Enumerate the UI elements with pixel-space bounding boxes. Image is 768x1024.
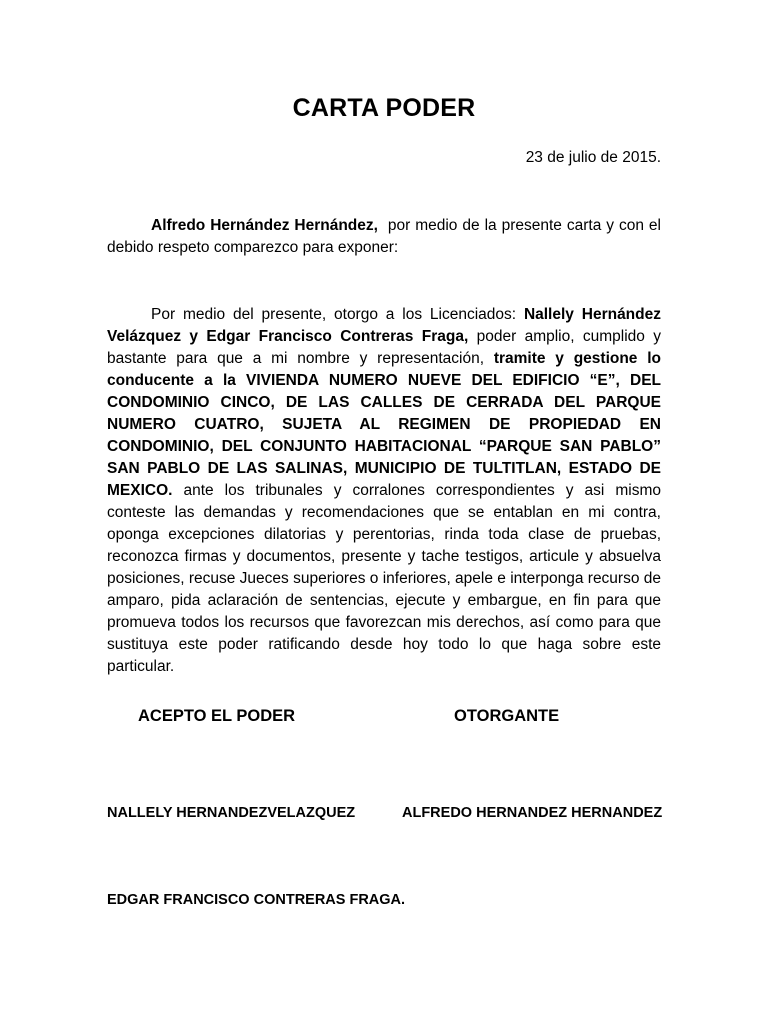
property-description: tramite y gestione lo conducente a la VIVIENDA NUMERO NUEVE DEL EDIFICIO “E”, DEL CONDOMINIO CINCO, DE LAS CALLES DE CERRADA DEL PARQUE NUMERO CUATRO, SUJETA AL REGIMEN DE PROPIEDAD EN CONDOMINIO, DEL CONJUNTO HABITACIONAL “PARQUE SAN PABLO” SAN PABLO DE LAS SALINAS, MUNICIPIO DE TULTITLAN, ESTADO DE MEXICO. <box>107 350 661 499</box>
intro-paragraph <box>107 215 666 259</box>
attorneys-names: Nallely Hernández Velázquez y Edgar Francisco Contreras Fraga, <box>107 306 661 345</box>
intro-text: por medio de la presente carta y con el debido respeto comparezco para exponer: <box>107 217 666 256</box>
body-text-1: Por medio del presente, otorgo a los Licenciados: <box>151 306 524 323</box>
body-text-2: poder amplio, cumplido y bastante para que a mi nombre y representación, <box>107 328 661 367</box>
body-text-3: ante los tribunales y corralones correspondientes y asi mismo conteste las demandas y recomendaciones que se entablan en mi contra, oponga excepciones dilatorias y perentorias, rinda toda clase de pruebas, reconozca firmas y documentos, presente y tache testigos, articule y absuelva posiciones, recuse Jueces superiores o inferiores, apele e interponga recurso de amparo, pida aclaración de sentencias, ejecute y embargue, en fin para que promueva todos los recursos que favorezcan mis derechos, así como para que sustituya este poder ratificando desde hoy todo lo que haga sobre este particular. <box>107 482 662 675</box>
grantor-name: Alfredo Hernández Hernández, <box>151 217 378 234</box>
signature-name-edgar: EDGAR FRANCISCO CONTRERAS FRAGA. <box>107 892 406 908</box>
document-title: CARTA PODER <box>292 94 476 122</box>
otorgante-heading: OTORGANTE <box>454 707 560 725</box>
signature-name-alfredo: ALFREDO HERNANDEZ HERNANDEZ <box>402 805 663 821</box>
document-date: 23 de julio de 2015. <box>525 149 661 166</box>
body-paragraph <box>107 304 661 678</box>
signature-name-nallely: NALLELY HERNANDEZVELAZQUEZ <box>107 805 356 821</box>
acepto-heading: ACEPTO EL PODER <box>138 707 296 725</box>
